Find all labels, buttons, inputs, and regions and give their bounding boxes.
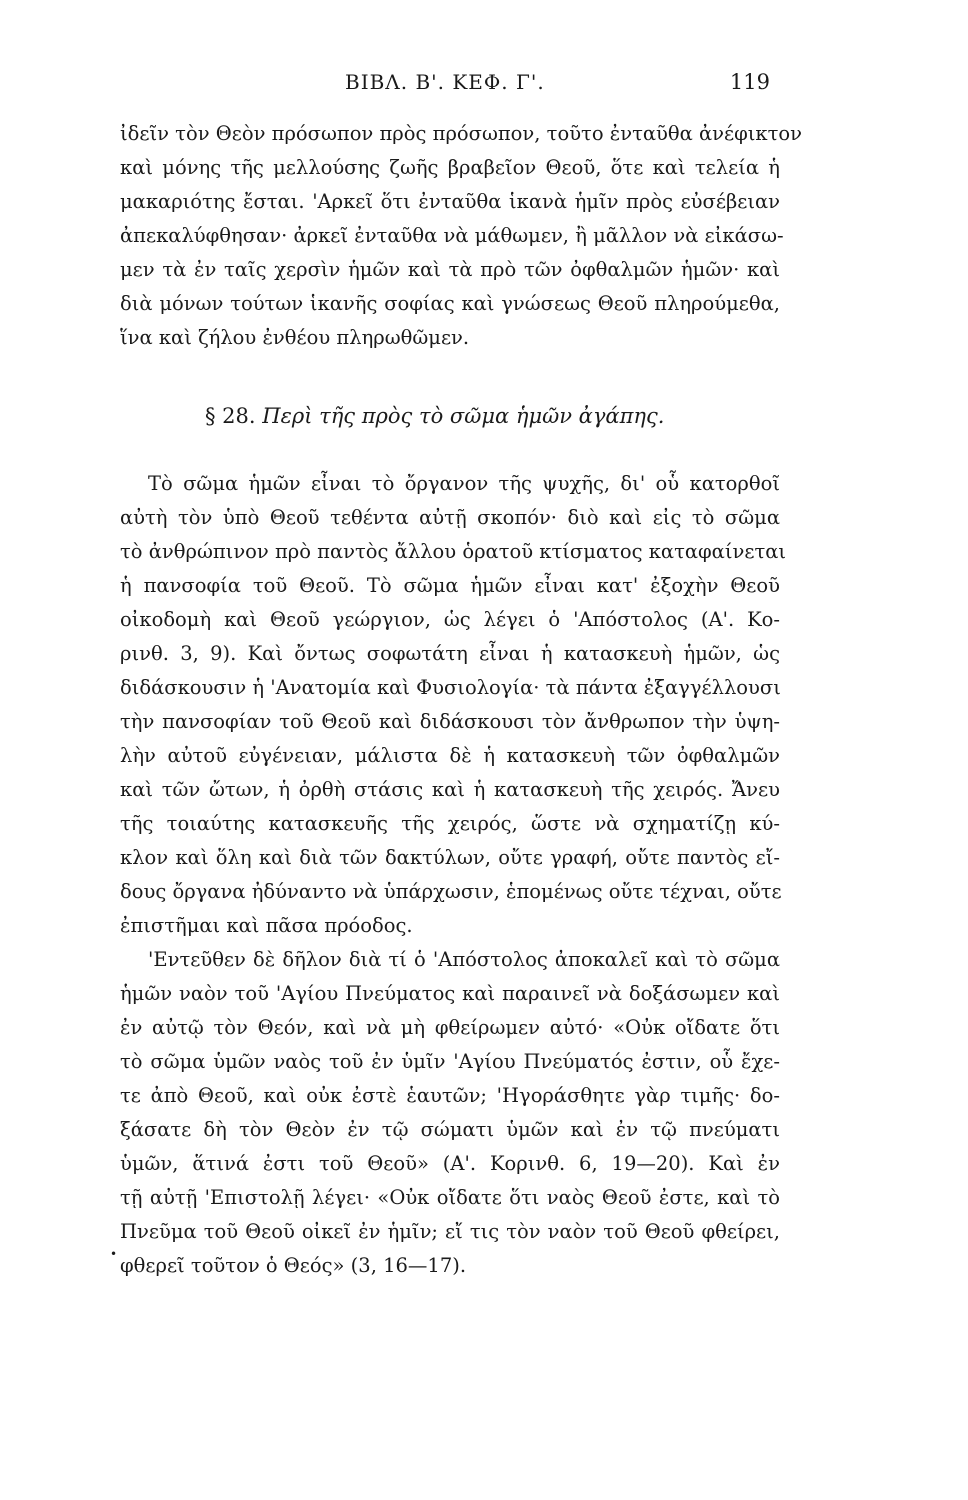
text-line: ἡ πανσοφία τοῦ Θεοῦ. Τὸ σῶμα ἡμῶν εἶναι κατ' ἐξοχὴν Θεοῦ <box>120 574 780 597</box>
text-line: μεν τὰ ἐν ταῖς χερσὶν ἡμῶν καὶ τὰ πρὸ τῶν ὀφθαλμῶν ἡμῶν· καὶ <box>120 258 780 281</box>
text-line: Πνεῦμα τοῦ Θεοῦ οἰκεῖ ἐν ἡμῖν; εἴ τις τὸν ναὸν τοῦ Θεοῦ φθείρει, <box>120 1220 780 1243</box>
text-line: ρινθ. 3, 9). Καὶ ὄντως σοφωτάτη εἶναι ἡ κατασκευὴ ἡμῶν, ὡς <box>120 642 780 665</box>
text-line: καὶ μόνης τῆς μελλούσης ζωῆς βραβεῖον Θεοῦ, ὅτε καὶ τελεία ἡ <box>120 156 780 179</box>
text-line: τῆς τοιαύτης κατασκευῆς τῆς χειρός, ὥστε νὰ σχηματίζῃ κύ- <box>120 812 780 835</box>
text-line: ἵνα καὶ ζήλου ἐνθέου πληρωθῶμεν. <box>120 326 470 349</box>
text-line: κλον καὶ ὅλη καὶ διὰ τῶν δακτύλων, οὔτε γραφή, οὔτε παντὸς εἴ- <box>120 846 780 869</box>
text-line: διδάσκουσιν ἡ 'Ανατομία καὶ Φυσιολογία· τὰ πάντα ἐξαγγέλλουσι <box>120 676 781 699</box>
page-header <box>120 70 770 100</box>
signature-mark: • <box>110 1247 118 1261</box>
text-line: οἰκοδομὴ καὶ Θεοῦ γεώργιον, ὡς λέγει ὁ 'Απόστολος (Α'. Κο- <box>120 608 780 631</box>
text-line: ἰδεῖν τὸν Θεὸν πρόσωπον πρὸς πρόσωπον, τοῦτο ἐνταῦθα ἀνέφικτον <box>120 122 803 145</box>
text-line: λὴν αὐτοῦ εὐγένειαν, μάλιστα δὲ ἡ κατασκευὴ τῶν ὀφθαλμῶν <box>120 744 780 767</box>
text-line: καὶ τῶν ὤτων, ἡ ὀρθὴ στάσις καὶ ἡ κατασκευὴ τῆς χειρός. Ἄνευ <box>120 778 780 801</box>
text-line: τῇ αὐτῇ 'Επιστολῇ λέγει· «Οὐκ οἴδατε ὅτι ναὸς Θεοῦ ἐστε, καὶ τὸ <box>120 1186 780 1209</box>
section-title: Περὶ τῆς πρὸς τὸ σῶμα ἡμῶν ἀγάπης. <box>262 404 665 428</box>
text-line: μακαριότης ἔσται. 'Αρκεῖ ὅτι ἐνταῦθα ἱκανὰ ἡμῖν πρὸς εὐσέβειαν <box>120 190 780 213</box>
text-line: ξάσατε δὴ τὸν Θεὸν ἐν τῷ σώματι ὑμῶν καὶ ἐν τῷ πνεύματι <box>120 1118 780 1141</box>
text-line: ὑμῶν, ἅτινά ἐστι τοῦ Θεοῦ» (Α'. Κορινθ. 6, 19—20). Καὶ ἐν <box>120 1152 780 1175</box>
text-line: φθερεῖ τοῦτον ὁ Θεός» (3, 16—17). <box>120 1254 467 1277</box>
text-line: αὐτὴ τὸν ὑπὸ Θεοῦ τεθέντα αὐτῇ σκοπόν· διὸ καὶ εἰς τὸ σῶμα <box>120 506 780 529</box>
running-head: ΒΙΒΛ. Β'. ΚΕΦ. Γ'. <box>345 70 545 94</box>
section-heading <box>205 404 725 428</box>
text-line: τὸ ἀνθρώπινον πρὸ παντὸς ἄλλου ὁρατοῦ κτίσματος καταφαίνεται <box>120 540 787 563</box>
page-number: 119 <box>729 70 770 94</box>
text-line: διὰ μόνων τούτων ἱκανῆς σοφίας καὶ γνώσεως Θεοῦ πληρούμεθα, <box>120 292 780 315</box>
text-line: ἐν αὐτῷ τὸν Θεόν, καὶ νὰ μὴ φθείρωμεν αὐτό· «Οὐκ οἴδατε ὅτι <box>120 1016 780 1039</box>
text-line: ἐπιστῆμαι καὶ πᾶσα πρόοδος. <box>120 914 413 937</box>
text-line: ἀπεκαλύφθησαν· ἀρκεῖ ἐνταῦθα νὰ μάθωμεν, ἢ μᾶλλον νὰ εἰκάσω- <box>120 224 784 247</box>
section-number: § 28. <box>205 404 256 428</box>
text-line: δους ὄργανα ἠδύναντο νὰ ὑπάρχωσιν, ἑπομένως οὔτε τέχναι, οὔτε <box>120 880 782 903</box>
text-line: Τὸ σῶμα ἡμῶν εἶναι τὸ ὄργανον τῆς ψυχῆς, δι' οὗ κατορθοῖ <box>148 472 780 495</box>
text-line: 'Εντεῦθεν δὲ δῆλον διὰ τί ὁ 'Απόστολος ἀποκαλεῖ καὶ τὸ σῶμα <box>148 948 780 971</box>
text-line: τὴν πανσοφίαν τοῦ Θεοῦ καὶ διδάσκουσι τὸν ἄνθρωπον τὴν ὑψη- <box>120 710 780 733</box>
text-line: ἡμῶν ναὸν τοῦ 'Αγίου Πνεύματος καὶ παραινεῖ νὰ δοξάσωμεν καὶ <box>120 982 780 1005</box>
text-line: τὸ σῶμα ὑμῶν ναὸς τοῦ ἐν ὑμῖν 'Αγίου Πνεύματός ἐστιν, οὗ ἔχε- <box>120 1050 780 1073</box>
text-line: τε ἀπὸ Θεοῦ, καὶ οὐκ ἐστὲ ἑαυτῶν; 'Ηγοράσθητε γὰρ τιμῆς· δο- <box>120 1084 780 1107</box>
